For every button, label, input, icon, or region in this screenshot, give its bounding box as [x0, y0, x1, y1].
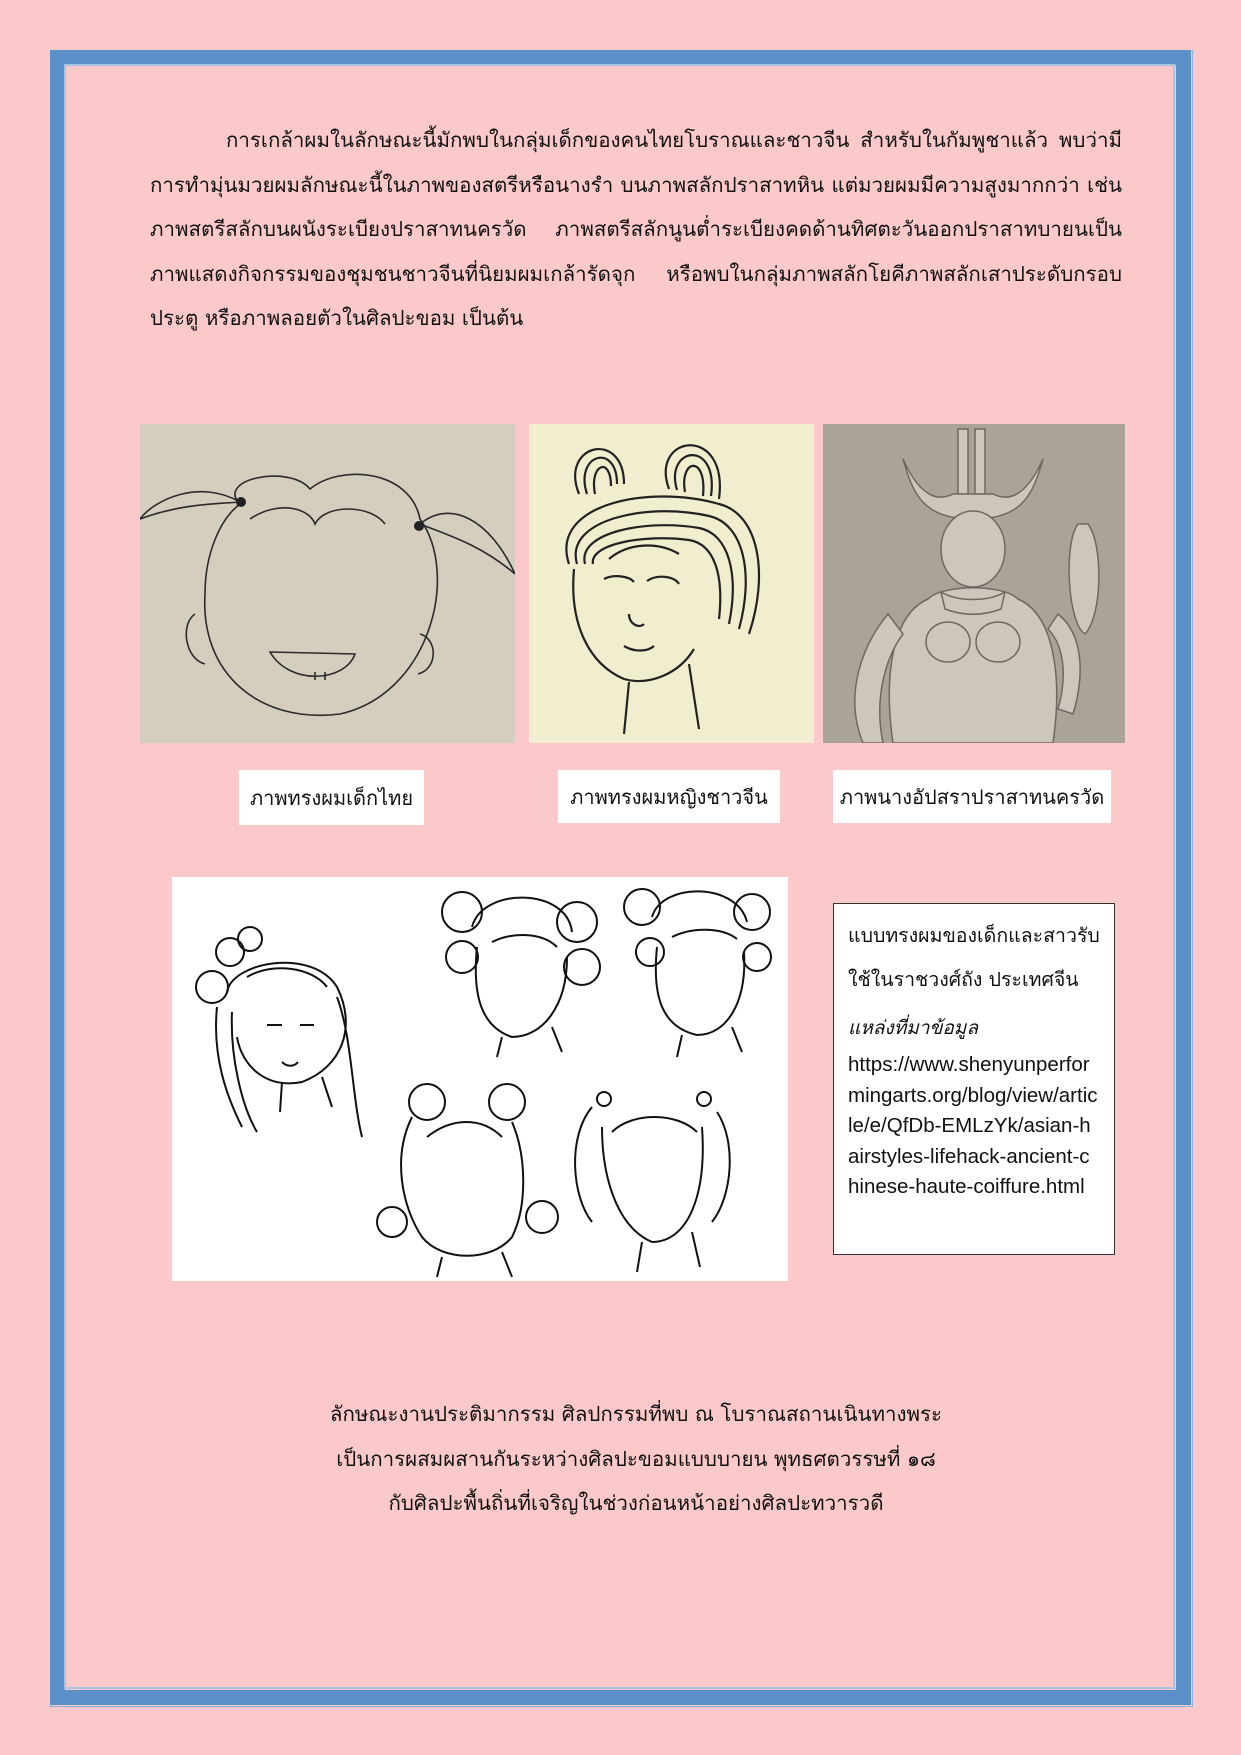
- closing-paragraph: [150, 1392, 1122, 1526]
- intro-line: ประตู หรือภาพลอยตัวในศิลปะขอม เป็นต้น: [150, 306, 524, 330]
- tang-hairstyles-image: [172, 877, 788, 1281]
- caption-apsara: ภาพนางอัปสราปราสาทนครวัด: [833, 770, 1111, 823]
- intro-line: ภาพสตรีสลักบนผนังระเบียงปราสาทนครวัด ภาพสตรีสลักนูนต่ำระเบียงคดด้านทิศตะวันออกปราสาทบายนเป็น: [150, 217, 1122, 241]
- caption-thai-child: ภาพทรงผมเด็กไทย: [239, 770, 424, 825]
- closing-line: ลักษณะงานประติมากรรม ศิลปกรรมที่พบ ณ โบราณสถานเนินทางพระ: [329, 1402, 943, 1426]
- apsara-relief-image: [823, 424, 1125, 743]
- intro-line: ภาพแสดงกิจกรรมของชุมชนชาวจีนที่นิยมผมเกล้ารัดจุก หรือพบในกลุ่มภาพสลักโยคีภาพสลักเสาประดับกรอบ: [150, 261, 1122, 286]
- tang-hairstyle-note: [833, 903, 1115, 1255]
- closing-line: กับศิลปะพื้นถิ่นที่เจริญในช่วงก่อนหน้าอย่างศิลปะทวารวดี: [388, 1491, 884, 1515]
- closing-line: เป็นการผสมผสานกันระหว่างศิลปะขอมแบบบายน พุทธศตวรรษที่ ๑๘: [336, 1446, 936, 1471]
- intro-line: การเกล้าผมในลักษณะนี้มักพบในกลุ่มเด็กของคนไทยโบราณและชาวจีน สำหรับในกัมพูชาแล้ว พบว่ามี: [226, 128, 1122, 152]
- thai-child-hairstyle-image: [140, 424, 515, 743]
- source-label: แหล่งที่มาข้อมูล: [848, 1017, 978, 1039]
- intro-paragraph: [150, 118, 1122, 341]
- note-line: แบบทรงผมของเด็กและสาวรับ: [848, 924, 1100, 947]
- chinese-woman-hairstyle-image: [529, 424, 814, 743]
- caption-chinese-woman: ภาพทรงผมหญิงชาวจีน: [558, 770, 780, 823]
- note-line: ใช้ในราชวงศ์ถัง ประเทศจีน: [848, 968, 1079, 991]
- source-url-link[interactable]: https://www.shenyunperformingarts.org/blog/view/article/e/QfDb-EMLzYk/asian-hairstyles-lifehack-ancient-chinese-haute-coiffure.html: [848, 1053, 1098, 1198]
- intro-line: การทำมุ่นมวยผมลักษณะนี้ในภาพของสตรีหรือนางรำ บนภาพสลักปราสาทหิน แต่มวยผมมีความสูงมากกว่า เช่น: [150, 172, 1122, 197]
